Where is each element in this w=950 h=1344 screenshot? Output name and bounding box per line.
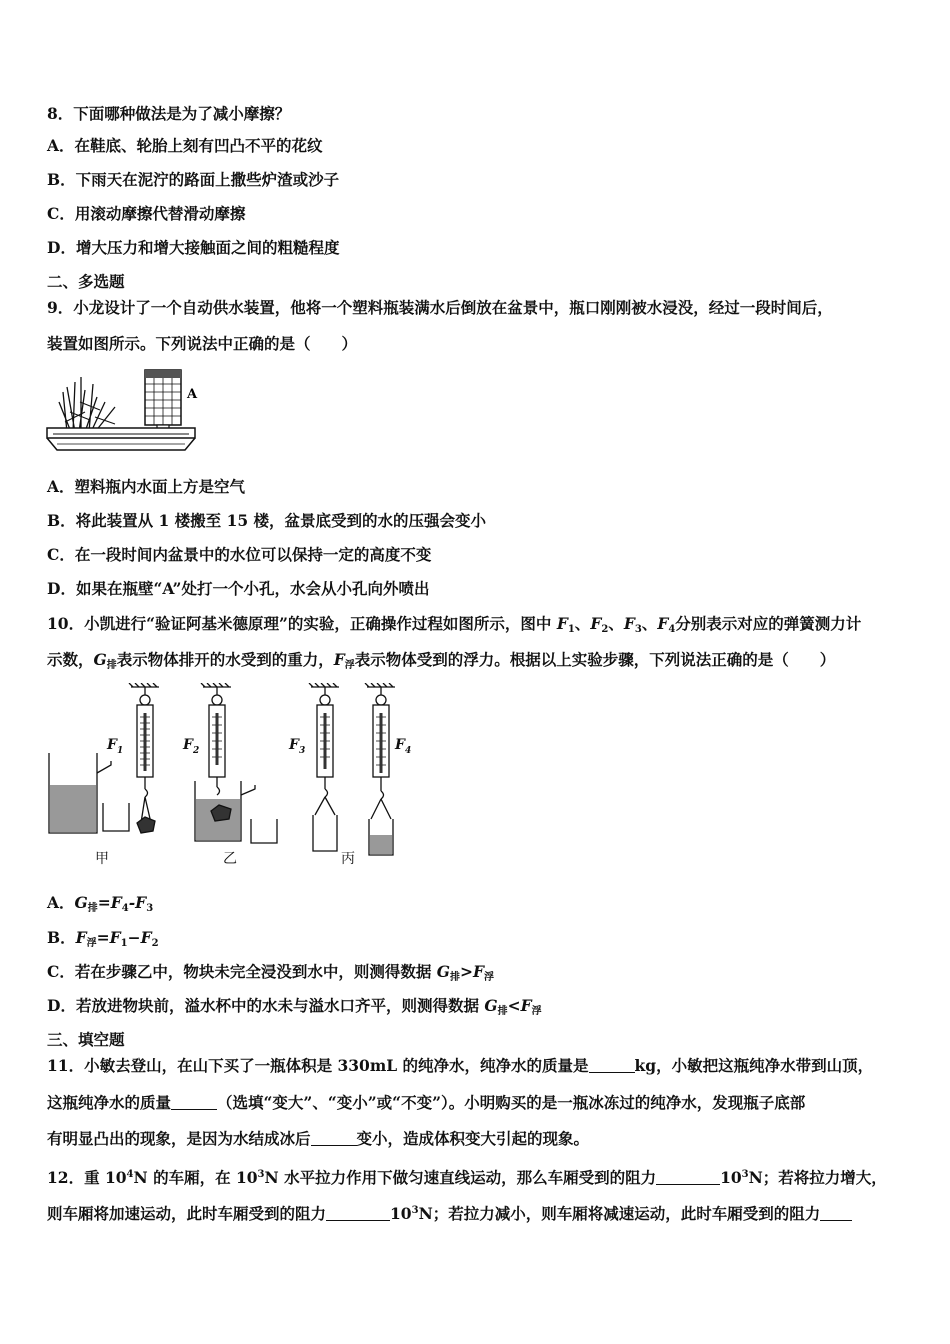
q9-stem-line1: 9．小龙设计了一个自动供水装置，他将一个塑料瓶装满水后倒放在盆景中，瓶口刚刚被水浸没，经过一段时间后， [47,298,833,317]
q10-option-c: C．若在步骤乙中，物块未完全浸没到水中，则测得数据 $G_排>F_浮$ [47,962,494,983]
blank[interactable] [326,1205,390,1221]
q10-stem-line2: 示数，$G_排$表示物体排开的水受到的重力，$F_浮$表示物体受到的浮力。根据以上实验步骤，下列说法正确的是（ ） [47,650,836,671]
q9-stem-line2: 装置如图所示。下列说法中正确的是（ ） [47,334,358,353]
overflow-cup-jia [49,753,129,833]
plants-illustration [59,377,115,432]
spring-scale-1 [129,683,159,833]
overflow-cup-yi [195,781,277,843]
bottle-illustration [145,370,181,433]
blank[interactable] [656,1169,720,1185]
q9-option-a: A．塑料瓶内水面上方是空气 [47,477,246,496]
spring-scale-3 [309,683,339,851]
q10-figure-archimedes [45,683,425,873]
q9-option-b: B．将此装置从 1 楼搬至 15 楼，盆景底受到的水的压强会变小 [47,511,487,530]
q10-option-d: D．若放进物块前，溢水杯中的水未与溢水口齐平，则测得数据 $G_排<F_浮$ [47,996,542,1017]
q11-line3: 有明显凸出的现象，是因为水结成冰后 变小，造成体积变大引起的现象。 [47,1129,590,1148]
q9-option-d: D．如果在瓶壁“A”处打一个小孔，水会从小孔向外喷出 [47,579,430,598]
q8-stem: 8．下面哪种做法是为了减小摩擦？ [47,104,291,123]
q8-option-c: C．用滚动摩擦代替滑动摩擦 [47,204,246,223]
label-f3: $F_3$ [289,737,306,756]
pot-tray [47,428,195,450]
q11-line2: 这瓶纯净水的质量 （选填“变大”、“变小”或“不变”）。小明购买的是一瓶冰冻过的纯净水，发现瓶子底部 [47,1093,806,1112]
q8-option-a: A．在鞋底、轮胎上刻有凹凸不平的花纹 [47,136,323,155]
label-f4: $F_4$ [395,737,412,756]
label-f2: $F_2$ [183,737,200,756]
blank[interactable] [589,1057,635,1073]
q10-option-a: A．$G_排=F_4-F_3$ [47,893,154,914]
blank[interactable] [311,1130,357,1146]
section-fill-in: 三、填空题 [47,1030,125,1049]
q12-line2: 则车厢将加速运动，此时车厢受到的阻力 $10^3N$；若拉力减小，则车厢将减速运动，此时车厢受到的阻力 [47,1201,852,1224]
label-jia: 甲 [95,851,109,867]
q10-option-b: B．$F_浮=F_1-F_2$ [47,928,159,949]
label-bing: 丙 [341,851,355,867]
q10-stem-line1: 10．小凯进行“验证阿基米德原理”的实验，正确操作过程如图所示，图中 $F_1$、$F_2$、$F_3$、$F_4$分别表示对应的弹簧测力计 [47,614,862,635]
label-yi: 乙 [223,851,237,867]
q11-line1: 11．小敏去登山，在山下买了一瓶体积是 330mL 的纯净水，纯净水的质量是 kg，小敏把这瓶纯净水带到山顶， [47,1056,874,1075]
spring-scale-4 [365,683,395,855]
q9-option-c: C．在一段时间内盆景中的水位可以保持一定的高度不变 [47,545,432,564]
label-a: A [187,387,198,402]
section-multiple-choice: 二、多选题 [47,272,125,291]
q9-figure-water-device [45,362,205,457]
spring-scale-2 [201,683,231,795]
q8-option-b: B．下雨天在泥泞的路面上撒些炉渣或沙子 [47,170,340,189]
blank[interactable] [171,1094,217,1110]
label-f1: $F_1$ [107,737,124,756]
q12-line1: 12．重 $10^4N$ 的车厢，在 $10^3N$ 水平拉力作用下做匀速直线运动，那么车厢受到的阻力 $10^3N$；若将拉力增大， [47,1168,887,1187]
blank[interactable] [820,1205,852,1221]
q8-option-d: D．增大压力和增大接触面之间的粗糙程度 [47,238,340,257]
